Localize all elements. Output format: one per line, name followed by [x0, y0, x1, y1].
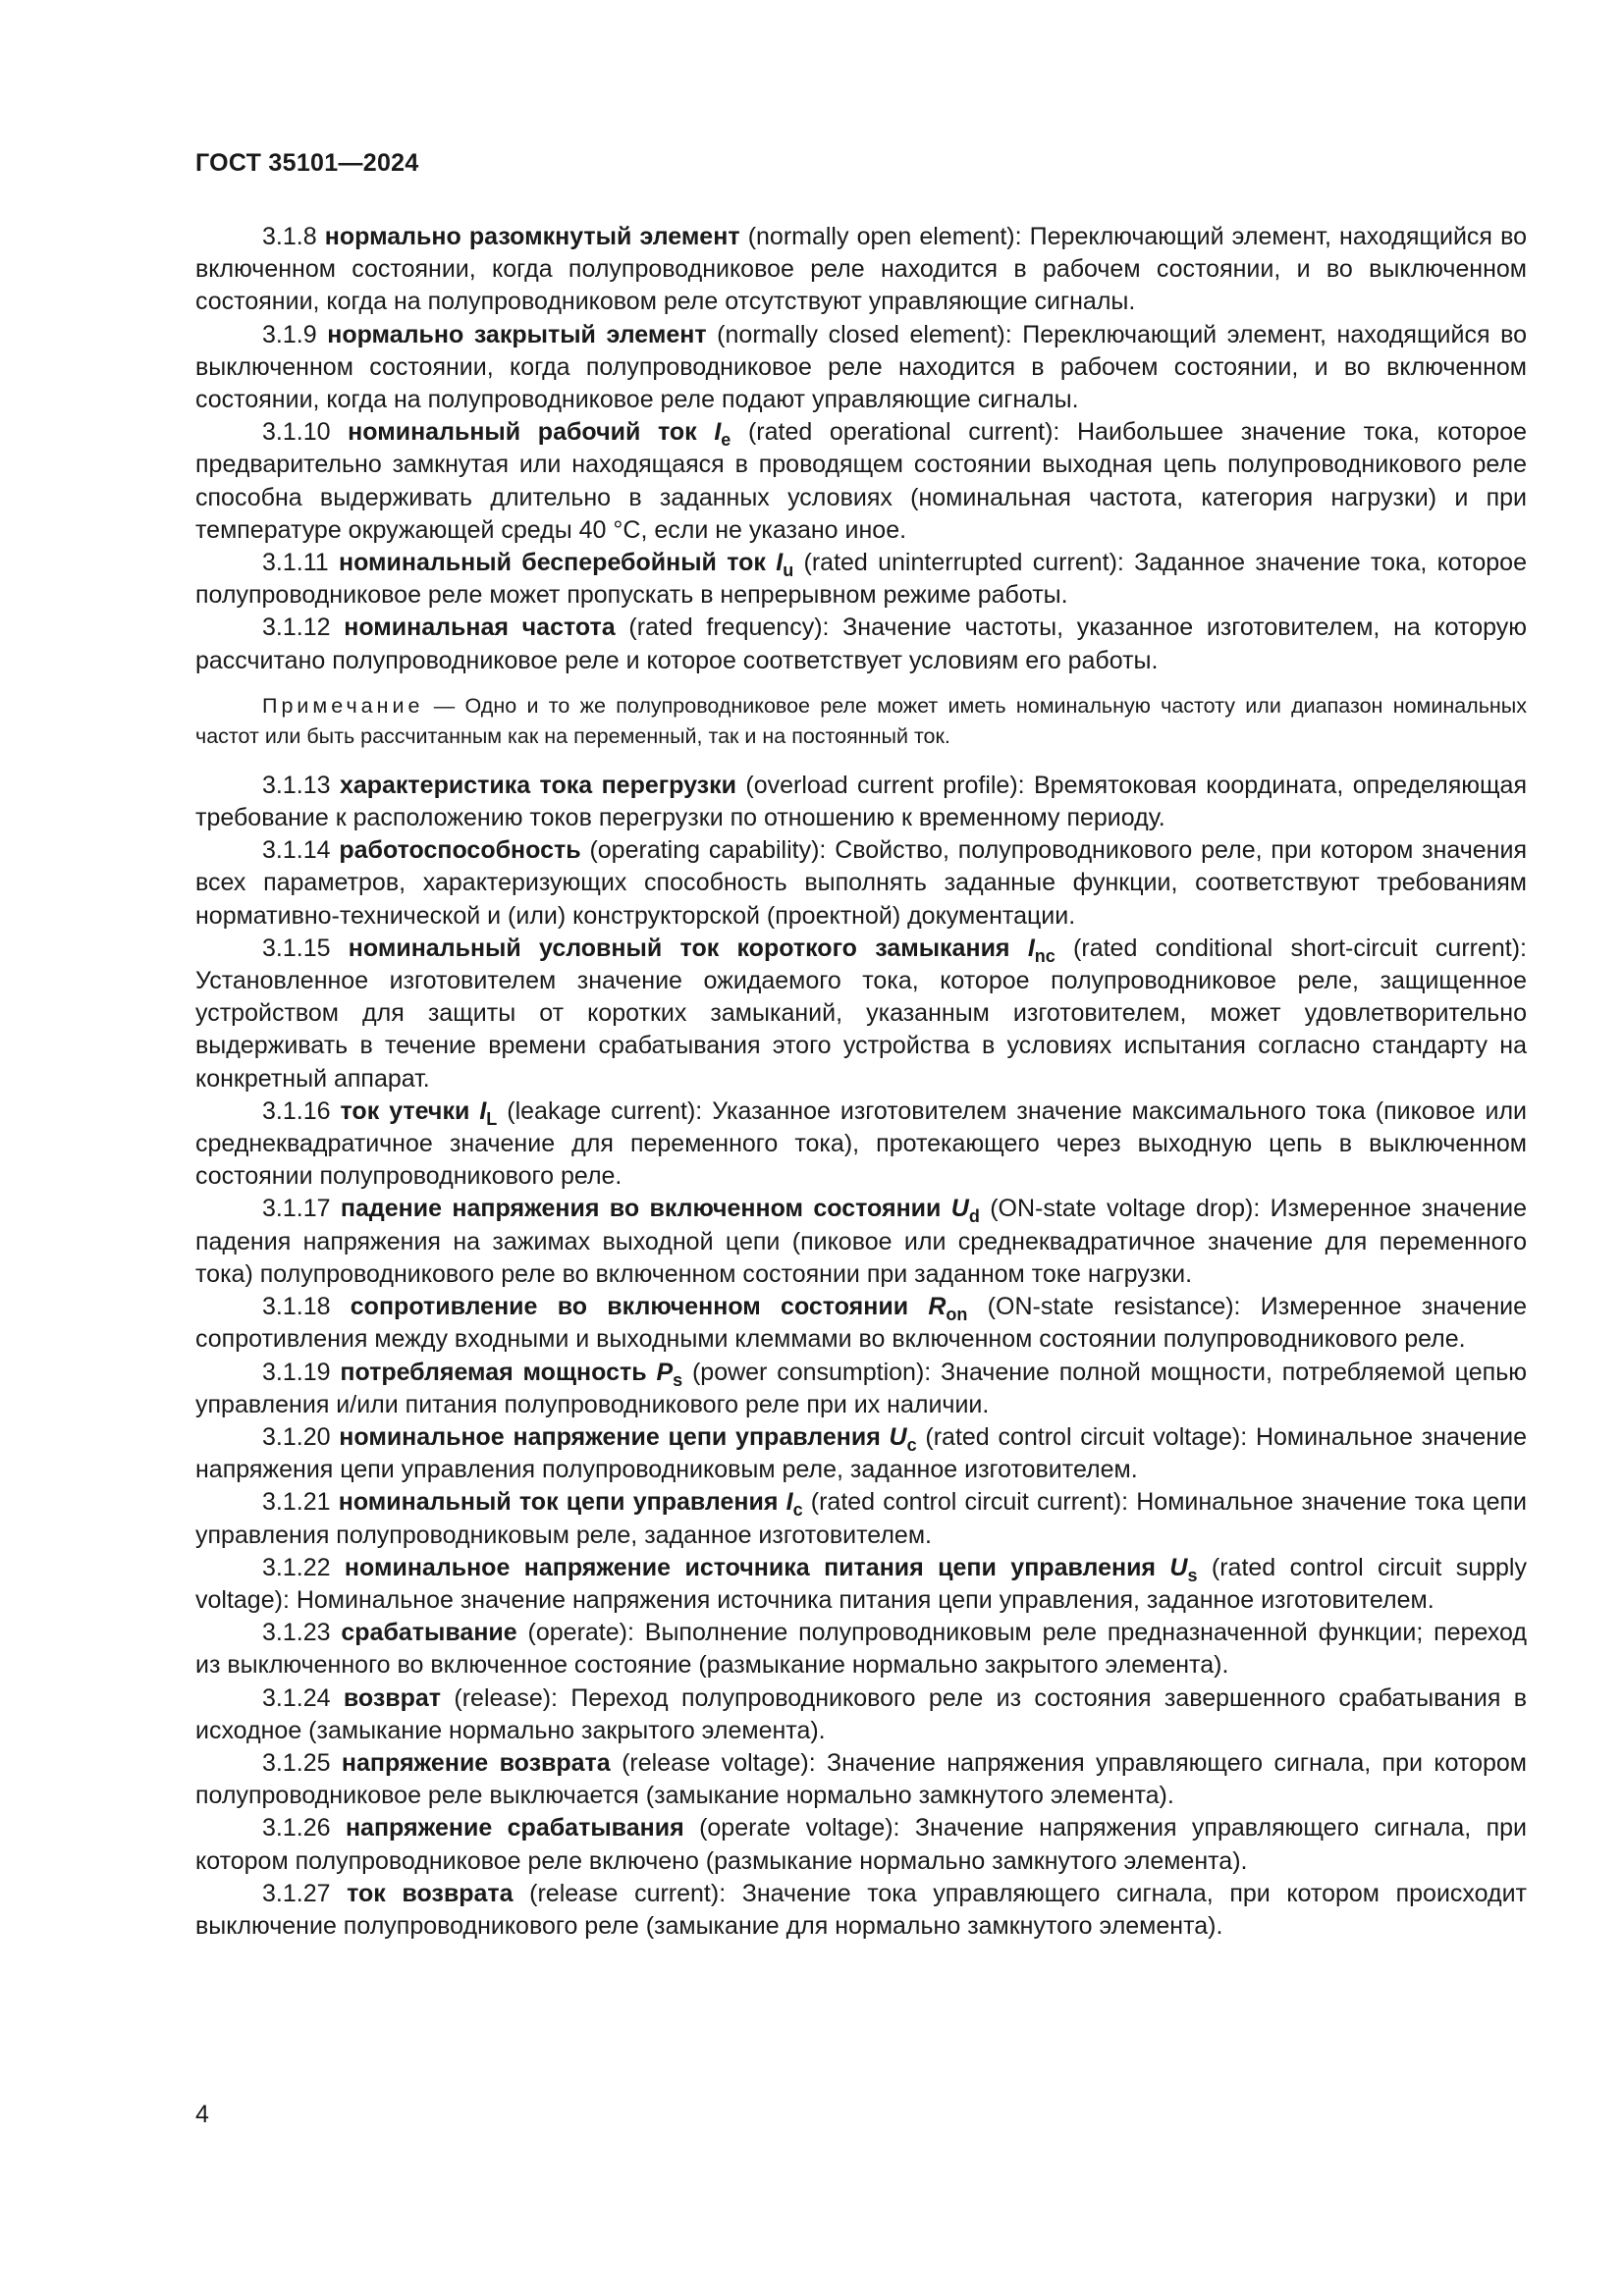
term-number: 3.1.14 [262, 836, 331, 865]
term-title: потребляемая мощность [340, 1358, 657, 1386]
term-symbol: I [714, 418, 722, 447]
term-title: напряжение срабатывания [345, 1814, 684, 1842]
term-symbol-subscript: s [673, 1369, 683, 1390]
term-symbol: I [1027, 934, 1035, 962]
term-symbol: U [950, 1195, 969, 1223]
term-entry [195, 1421, 1527, 1486]
term-entry [195, 834, 1527, 933]
term-entry [195, 1617, 1527, 1682]
note [195, 691, 1527, 752]
term-symbol: U [1169, 1553, 1188, 1581]
term-definition: (leakage current): Указанное изготовителем значение максимального тока (пиковое или среднеквадратичное значение для переменного тока), протекающего через выходную цепь в выключенном состоянии полупроводникового реле. [195, 1096, 1528, 1191]
term-definition: (power consumption): Значение полной мощности, потребляемой цепью управления и/или питания полупроводникового реле при их наличии. [195, 1358, 1527, 1418]
term-definition: (release voltage): Значение напряжения управляющего сигнала, при котором полупроводниковое реле выключается (замыкание нормально замкнутого элемента). [195, 1748, 1527, 1810]
term-number: 3.1.22 [262, 1553, 331, 1581]
term-title: ток утечки [340, 1096, 480, 1125]
term-definition: (overload current profile): Времятоковая координата, определяющая требование к расположению токов перегрузки по отношению к временному периоду. [195, 771, 1528, 832]
term-definition: (operating capability): Свойство, полупроводникового реле, при котором значения всех параметров, характеризующих способность выполнять заданные функции, соответствуют требованиям нормативно-технической и (или) конструкторской (проектной) документации. [195, 836, 1527, 930]
term-entry [195, 221, 1527, 319]
term-number: 3.1.17 [262, 1195, 331, 1223]
term-title: срабатывание [341, 1619, 517, 1647]
term-entry [195, 1552, 1527, 1617]
term-entry [195, 933, 1527, 1095]
term-title: падение напряжения во включенном состоянии [340, 1195, 951, 1223]
term-number: 3.1.12 [262, 614, 331, 642]
term-number: 3.1.15 [262, 934, 331, 962]
page-number: 4 [195, 2101, 209, 2128]
term-entry [195, 770, 1527, 834]
term-title: нормально разомкнутый элемент [324, 223, 740, 250]
term-number: 3.1.19 [262, 1358, 331, 1386]
term-title: нормально закрытый элемент [327, 320, 707, 348]
term-entry [195, 416, 1527, 547]
document-body [195, 221, 1527, 1943]
note-text: — Одно и то же полупроводниковое реле может иметь номинальную частоту или диапазон номинальных частот или быть рассчитанным как на переменный, так и на постоянный ток. [195, 693, 1527, 748]
term-number: 3.1.13 [262, 771, 331, 799]
term-entry [195, 1747, 1527, 1812]
term-title: номинальный ток цепи управления [338, 1488, 786, 1517]
term-symbol-subscript: e [721, 430, 731, 451]
term-number: 3.1.18 [262, 1293, 331, 1321]
term-symbol-subscript: d [968, 1206, 980, 1227]
term-definition: (rated control circuit supply voltage): Номинальное значение напряжения источника питания цепи управления, заданное изготовителем. [195, 1553, 1527, 1614]
term-title: напряжение возврата [341, 1748, 611, 1777]
term-number: 3.1.11 [262, 549, 329, 577]
term-number: 3.1.21 [262, 1488, 331, 1517]
term-entry [195, 1812, 1527, 1877]
term-number: 3.1.16 [262, 1096, 331, 1125]
term-symbol: R [928, 1293, 947, 1321]
term-title: номинальное напряжение цепи управления [339, 1422, 890, 1451]
term-title: характеристика тока перегрузки [339, 771, 736, 799]
term-definition: (rated control circuit voltage): Номинальное значение напряжения цепи управления полупроводниковым реле, заданное изготовителем. [195, 1422, 1527, 1484]
document-header: ГОСТ 35101—2024 [195, 149, 419, 177]
term-definition: (rated uninterrupted current): Заданное значение тока, которое полупроводниковое реле может пропускать в непрерывном режиме работы. [195, 549, 1527, 610]
term-title: номинальный бесперебойный ток [338, 549, 777, 577]
term-definition: (release): Переход полупроводникового реле из состояния завершенного срабатывания в исходное (замыкание нормально закрытого элемента). [195, 1683, 1527, 1744]
term-definition: (ON-state voltage drop): Измеренное значение падения напряжения на зажимах выходной цепи (пиковое или среднеквадратичное значение для переменного тока) полупроводникового реле во включенном состоянии при заданном токе нагрузки. [195, 1195, 1527, 1288]
term-title: номинальное напряжение источника питания цепи управления [344, 1553, 1170, 1581]
term-symbol: P [656, 1358, 674, 1386]
term-number: 3.1.23 [262, 1619, 331, 1647]
note-label: Примечание [262, 693, 424, 718]
term-entry [195, 1682, 1527, 1747]
term-number: 3.1.10 [262, 418, 331, 447]
term-symbol: I [479, 1096, 487, 1125]
term-number: 3.1.20 [262, 1422, 331, 1451]
term-definition: (release current): Значение тока управляющего сигнала, при котором происходит выключение полупроводникового реле (замыкание для нормально замкнутого элемента). [195, 1879, 1527, 1940]
term-number: 3.1.26 [262, 1814, 331, 1842]
term-number: 3.1.9 [262, 320, 317, 348]
term-symbol-subscript: u [783, 561, 794, 581]
term-title: работоспособность [339, 836, 581, 865]
term-definition: (rated control circuit current): Номинальное значение тока цепи управления полупроводниковым реле, заданное изготовителем. [195, 1488, 1527, 1549]
term-definition: (operate voltage): Значение напряжения управляющего сигнала, при котором полупроводниковое реле включено (размыкание нормально замкнутого элемента). [195, 1814, 1527, 1875]
term-definition: (operate): Выполнение полупроводниковым реле предназначенной функции; переход из выключенного во включенное состояние (размыкание нормально закрытого элемента). [195, 1619, 1527, 1680]
term-symbol-subscript: c [906, 1434, 917, 1455]
term-title: возврат [343, 1683, 442, 1712]
term-number: 3.1.25 [262, 1748, 331, 1777]
term-definition: (rated conditional short-circuit current): Установленное изготовителем значение ожидаемого тока, которое полупроводниковое реле, защищенное устройством для защиты от коротких замыканий, указанным изготовителем, может удовлетворительно выдерживать в течение времени срабатывания этого устройства в условиях испытания согласно стандарту на конкретный аппарат. [195, 934, 1528, 1093]
term-title: номинальная частота [344, 614, 616, 642]
term-symbol-subscript: nc [1034, 945, 1056, 966]
term-title: сопротивление во включенном состоянии [350, 1293, 929, 1321]
term-definition: (rated operational current): Наибольшее значение тока, которое предварительно замкнутая или находящаяся в проводящем состоянии выходная цепь полупроводникового реле способна выдерживать длительно в заданных условиях (номинальная частота, категория нагрузки) и при температуре окружающей среды 40 °С, если не указано иное. [195, 418, 1528, 544]
term-number: 3.1.27 [262, 1879, 331, 1907]
term-symbol-subscript: L [486, 1108, 498, 1129]
term-title: ток возврата [347, 1879, 514, 1907]
term-title: номинальный условный ток короткого замыкания [348, 934, 1028, 962]
term-entry [195, 1357, 1527, 1421]
term-number: 3.1.24 [262, 1683, 331, 1712]
term-entry [195, 1878, 1527, 1943]
term-symbol-subscript: on [946, 1305, 968, 1325]
term-symbol: I [785, 1488, 793, 1517]
term-entry [195, 1095, 1527, 1194]
term-symbol: I [776, 549, 784, 577]
term-definition: (ON-state resistance): Измеренное значение сопротивления между входными и выходными клеммами во включенном состоянии полупроводникового реле. [195, 1293, 1527, 1354]
term-symbol: U [889, 1422, 907, 1451]
term-symbol-subscript: c [792, 1500, 803, 1521]
term-definition: (rated frequency): Значение частоты, указанное изготовителем, на которую рассчитано полупроводниковое реле и которое соответствует условиям его работы. [195, 614, 1527, 674]
term-title: номинальный рабочий ток [348, 418, 715, 447]
term-entry [195, 1291, 1527, 1356]
term-number: 3.1.8 [262, 223, 317, 250]
term-entry [195, 319, 1527, 417]
term-entry [195, 1193, 1527, 1291]
term-entry [195, 547, 1527, 612]
term-entry [195, 612, 1527, 676]
term-entry [195, 1486, 1527, 1551]
term-symbol-subscript: s [1187, 1565, 1198, 1585]
term-definition: (normally open element): Переключающий элемент, находящийся во включенном состоянии, когда полупроводниковое реле находится в рабочем состоянии, и во выключенном состоянии, когда на полупроводниковом реле отсутствуют управляющие сигналы. [195, 223, 1527, 316]
term-definition: (normally closed element): Переключающий элемент, находящийся во выключенном состоянии, когда полупроводниковое реле находится в рабочем состоянии, и во включенном состоянии, когда на полупроводниковое реле подают управляющие сигналы. [195, 320, 1527, 414]
